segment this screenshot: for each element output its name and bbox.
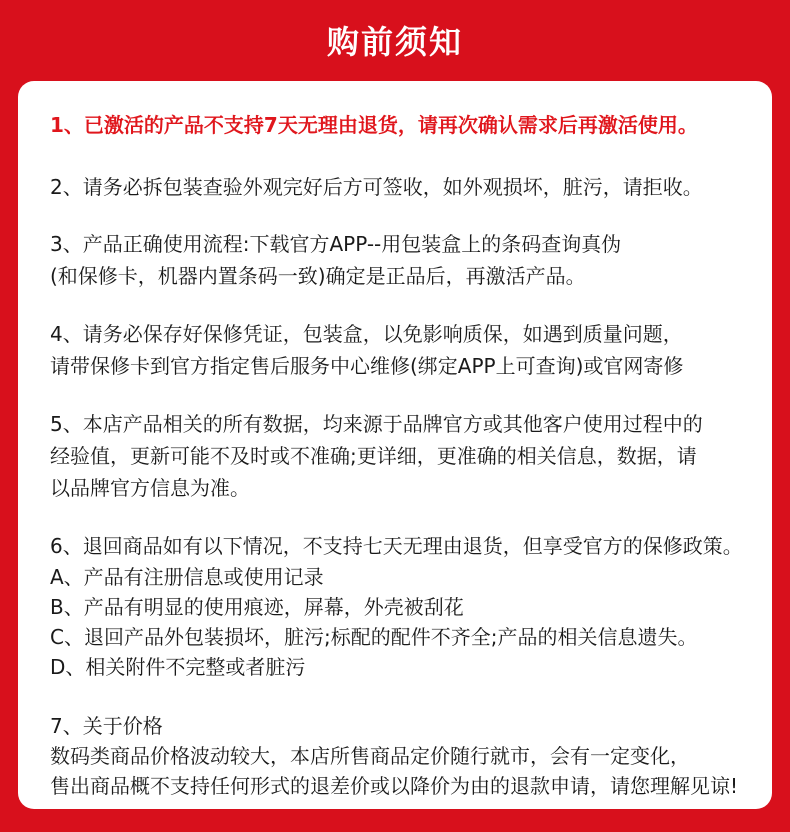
notice-item-7-heading: 7、关于价格 [50,714,163,738]
notice-item-7-line-2: 售出商品概不支持任何形式的退差价或以降价为由的退款申请，请您理解见谅! [50,774,739,798]
notice-item-5-line-1: 5、本店产品相关的所有数据，均来源于品牌官方或其他客户使用过程中的 [50,412,703,436]
notice-item-3-line-1: 3、产品正确使用流程:下载官方APP--用包装盒上的条码查询真伪 [50,232,622,256]
notice-item-5-line-2: 经验值，更新可能不及时或不准确;更详细，更准确的相关信息，数据，请 [50,444,697,468]
notice-item-4-line-2: 请带保修卡到官方指定售后服务中心维修(绑定APP上可查询)或官网寄修 [50,354,684,378]
notice-item-1: 1、已激活的产品不支持7天无理由退货，请再次确认需求后再激活使用。 [50,113,698,137]
notice-item-6-a: A、产品有注册信息或使用记录 [50,565,324,589]
page-title: 购前须知 [326,23,463,61]
notice-item-5-line-3: 以品牌官方信息为准。 [50,476,250,500]
notice-item-4-line-1: 4、请务必保存好保修凭证，包装盒，以免影响质保，如遇到质量问题， [50,322,683,346]
notice-item-6-d: D、相关附件不完整或者脏污 [50,655,306,679]
notice-item-6-b: B、产品有明显的使用痕迹，屏幕，外壳被刮花 [50,595,464,619]
notice-item-3-line-2: (和保修卡，机器内置条码一致)确定是正品后，再激活产品。 [50,264,586,288]
notice-item-2: 2、请务必拆包装查验外观完好后方可签收，如外观损坏，脏污，请拒收。 [50,175,703,199]
notice-item-7-line-1: 数码类商品价格波动较大，本店所售商品定价随行就市，会有一定变化， [50,744,690,768]
notice-item-6-c: C、退回产品外包装损坏，脏污;标配的配件不齐全;产品的相关信息遗失。 [50,625,698,649]
notice-item-6-heading: 6、退回商品如有以下情况，不支持七天无理由退货，但享受官方的保修政策。 [50,534,743,558]
